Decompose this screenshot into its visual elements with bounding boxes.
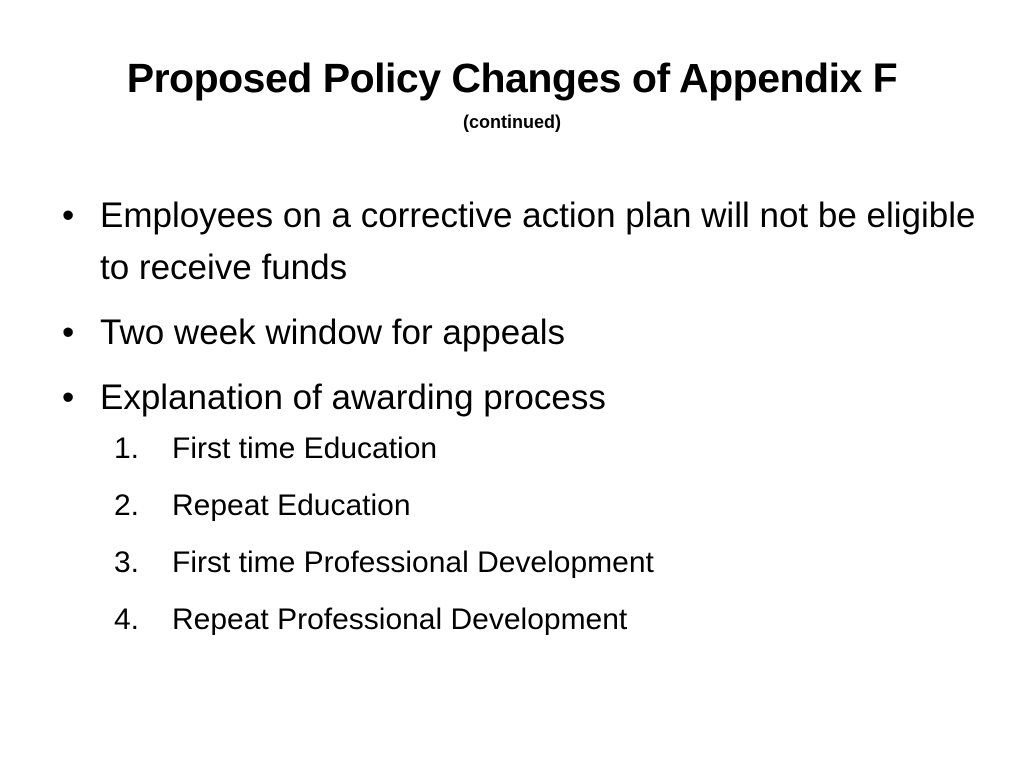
bullet-text: Employees on a corrective action plan will not be eligible to receive funds bbox=[100, 196, 976, 287]
bullet-item bbox=[62, 190, 982, 294]
item-text: First time Education bbox=[172, 432, 438, 465]
item-number: 4. bbox=[114, 603, 140, 636]
bullet-list bbox=[62, 190, 982, 657]
slide-subtitle: (continued) bbox=[463, 112, 561, 132]
numbered-item bbox=[114, 486, 982, 526]
bullet-icon: • bbox=[62, 378, 75, 417]
bullet-icon: • bbox=[62, 313, 75, 352]
bullet-text: Two week window for appeals bbox=[100, 313, 565, 352]
bullet-item bbox=[62, 372, 982, 424]
bullet-icon: • bbox=[62, 196, 75, 235]
item-text: First time Professional Development bbox=[172, 546, 654, 579]
bullet-text: Explanation of awarding process bbox=[100, 378, 606, 417]
numbered-list bbox=[114, 429, 982, 640]
numbered-item bbox=[114, 543, 982, 583]
item-text: Repeat Education bbox=[172, 489, 411, 522]
item-number: 1. bbox=[114, 432, 140, 465]
item-number: 2. bbox=[114, 489, 140, 522]
numbered-item bbox=[114, 600, 982, 640]
bullet-item bbox=[62, 307, 982, 359]
item-text: Repeat Professional Development bbox=[172, 603, 628, 636]
slide-title: Proposed Policy Changes of Appendix F bbox=[126, 55, 898, 101]
title-block bbox=[0, 52, 1024, 134]
item-number: 3. bbox=[114, 546, 140, 579]
numbered-item bbox=[114, 429, 982, 469]
